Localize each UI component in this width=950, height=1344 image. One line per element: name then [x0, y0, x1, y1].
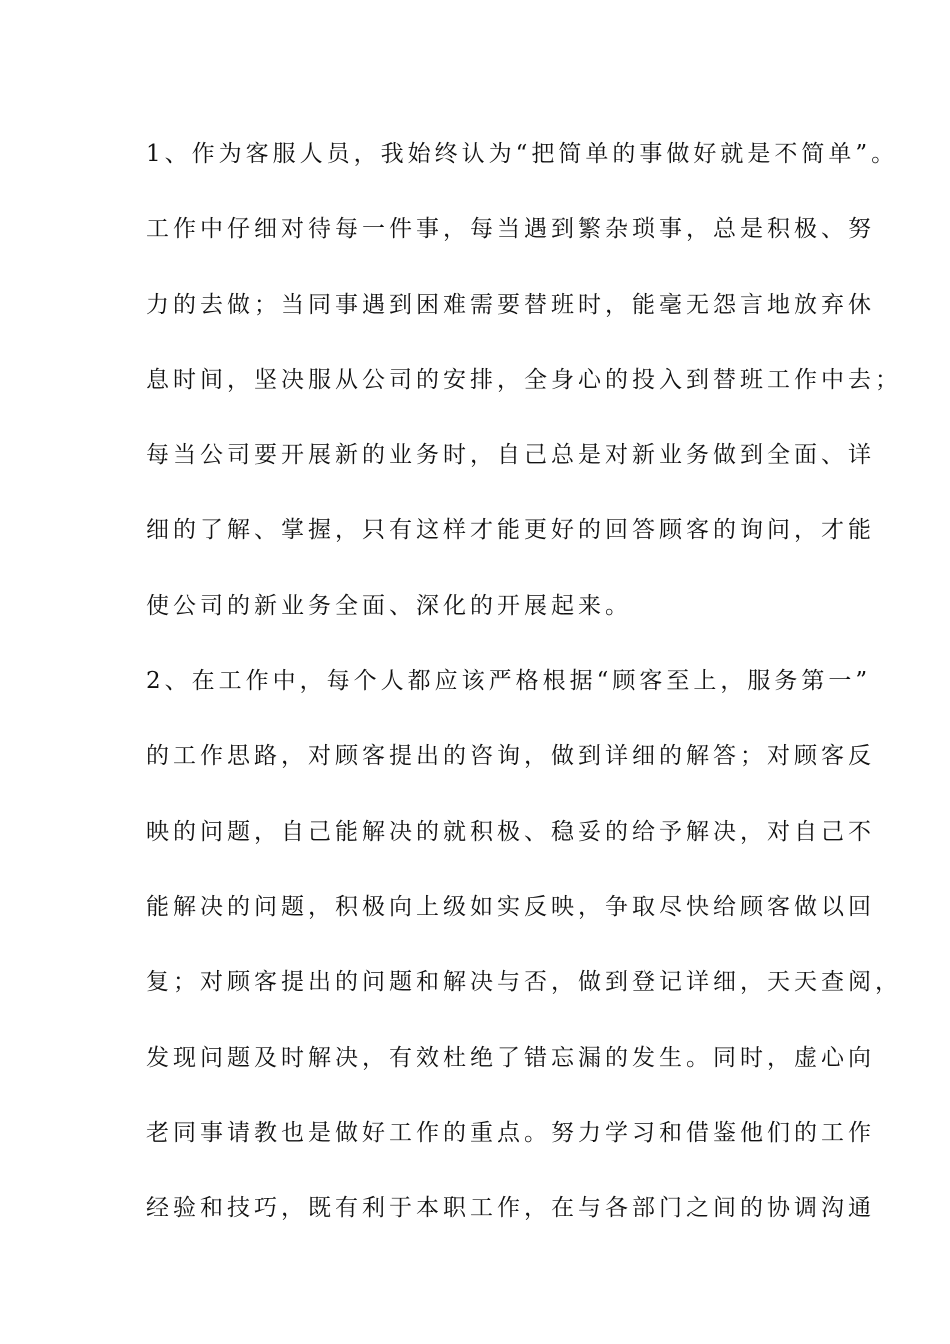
- text-line: 的工作思路，对顾客提出的咨询，做到详细的解答；对顾客反: [146, 743, 875, 770]
- text-line: 息时间，坚决服从公司的安排，全身心的投入到替班工作中去；: [146, 366, 902, 393]
- text-line: 工作中仔细对待每一件事，每当遇到繁杂琐事，总是积极、努: [146, 216, 875, 243]
- text-line: 使公司的新业务全面、深化的开展起来。: [146, 592, 632, 619]
- text-line: 2、在工作中，每个人都应该严格根据“顾客至上，服务第一”: [146, 668, 872, 695]
- text-line: 1、作为客服人员，我始终认为“把简单的事做好就是不简单”。: [146, 141, 899, 167]
- text-line: 每当公司要开展新的业务时，自己总是对新业务做到全面、详: [146, 442, 875, 469]
- text-line: 老同事请教也是做好工作的重点。努力学习和借鉴他们的工作: [146, 1119, 875, 1146]
- text-line: 力的去做；当同事遇到困难需要替班时，能毫无怨言地放弃休: [146, 291, 875, 318]
- text-line: 细的了解、掌握，只有这样才能更好的回答顾客的询问，才能: [146, 517, 875, 544]
- text-line: 复；对顾客提出的问题和解决与否，做到登记详细，天天查阅，: [146, 969, 902, 996]
- text-line: 发现问题及时解决，有效杜绝了错忘漏的发生。同时，虚心向: [146, 1044, 875, 1071]
- body-text: [146, 132, 902, 1261]
- text-line: 能解决的问题，积极向上级如实反映，争取尽快给顾客做以回: [146, 893, 875, 920]
- text-line: 映的问题，自己能解决的就积极、稳妥的给予解决，对自己不: [146, 818, 875, 845]
- text-line: 经验和技巧，既有利于本职工作，在与各部门之间的协调沟通: [146, 1195, 875, 1222]
